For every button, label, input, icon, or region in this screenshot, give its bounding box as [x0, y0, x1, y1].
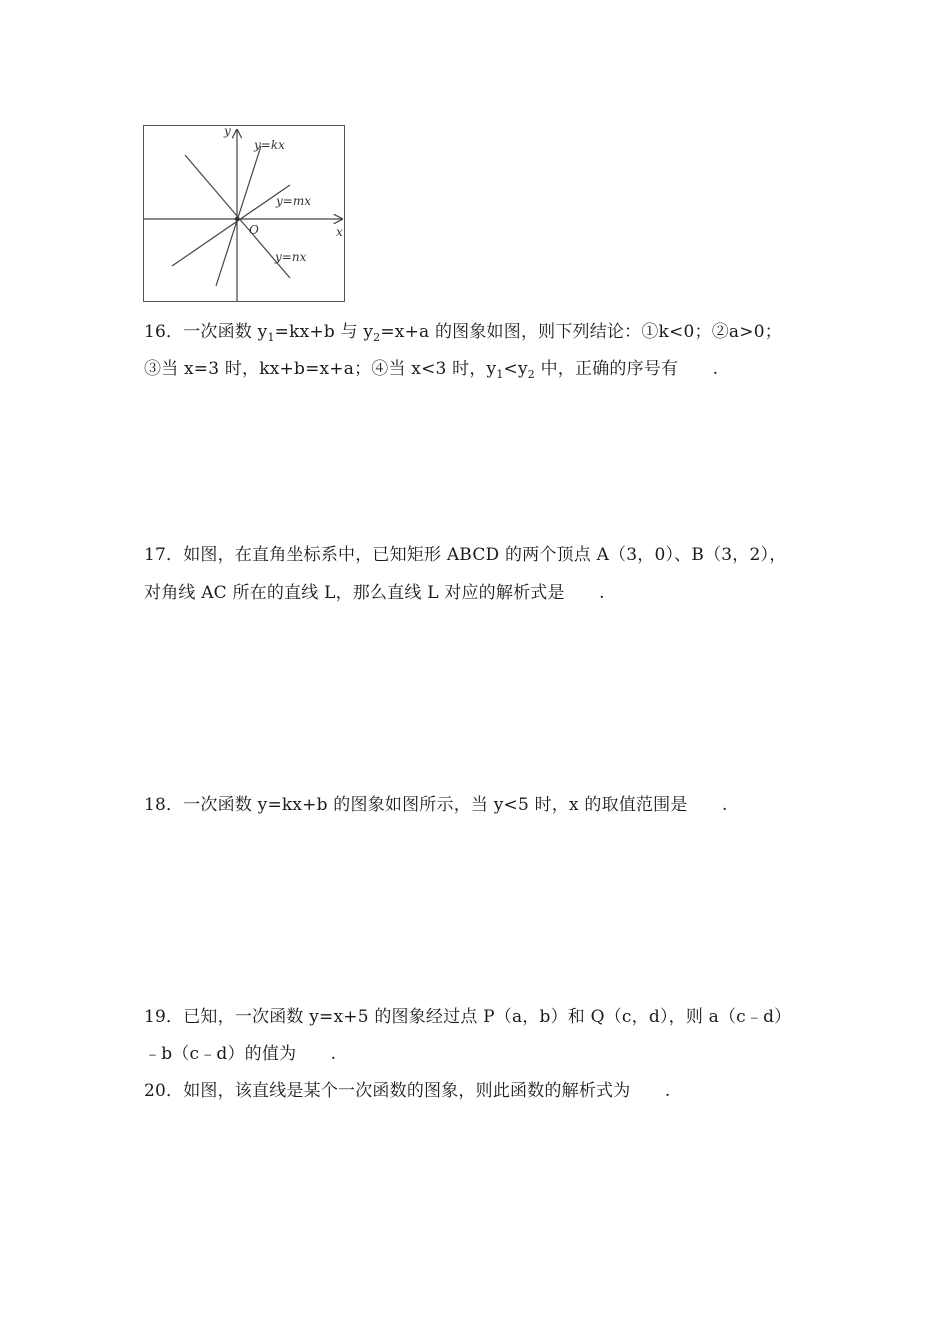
q16-text-e: <y: [503, 359, 528, 379]
y-axis-label: y: [224, 126, 231, 138]
q16-sub-1: 1: [267, 331, 275, 344]
question-17-line-2: 对角线 AC 所在的直线 L，那么直线 L 对应的解析式是 .: [144, 583, 605, 603]
q16-text-f: 中，正确的序号有 .: [535, 359, 719, 379]
q16-text-c: =x+a 的图象如图，则下列结论：①k<0；②a>0；: [380, 322, 782, 342]
question-20-line-1: 20．如图，该直线是某个一次函数的图象，则此函数的解析式为 .: [144, 1081, 671, 1101]
q16-text-b: =kx+b 与 y: [274, 322, 374, 342]
line-kx: [216, 146, 261, 286]
line-mx-label: y=mx: [276, 194, 311, 208]
q16-sub-4: 2: [527, 368, 535, 381]
origin-point: [235, 217, 239, 221]
function-graph-figure: [143, 125, 345, 302]
q16-text-d: ③当 x=3 时，kx+b=x+a；④当 x<3 时，y: [144, 359, 497, 379]
question-18-line-1: 18．一次函数 y=kx+b 的图象如图所示，当 y<5 时，x 的取值范围是 .: [144, 795, 728, 815]
question-17-line-1: 17．如图，在直角坐标系中，已知矩形 ABCD 的两个顶点 A（3，0）、B（3，2），: [144, 545, 787, 565]
q16-text-a: 16．一次函数 y: [144, 322, 268, 342]
line-nx-label: y=nx: [275, 250, 307, 264]
question-16-line-2: [144, 357, 718, 381]
question-19-line-1: 19．已知，一次函数 y=x+5 的图象经过点 P（a，b）和 Q（c，d），则 a（c﹣d）: [144, 1007, 792, 1027]
line-kx-label: y=kx: [254, 138, 285, 152]
graph-svg: [144, 126, 344, 301]
q16-sub-3: 1: [496, 368, 504, 381]
line-mx: [172, 185, 290, 266]
q16-sub-2: 2: [373, 331, 381, 344]
x-axis-label: x: [336, 225, 343, 239]
question-19-line-2: ﹣b（c﹣d）的值为 .: [144, 1044, 337, 1064]
origin-label: O: [249, 223, 259, 237]
question-16-line-1: [144, 320, 782, 344]
